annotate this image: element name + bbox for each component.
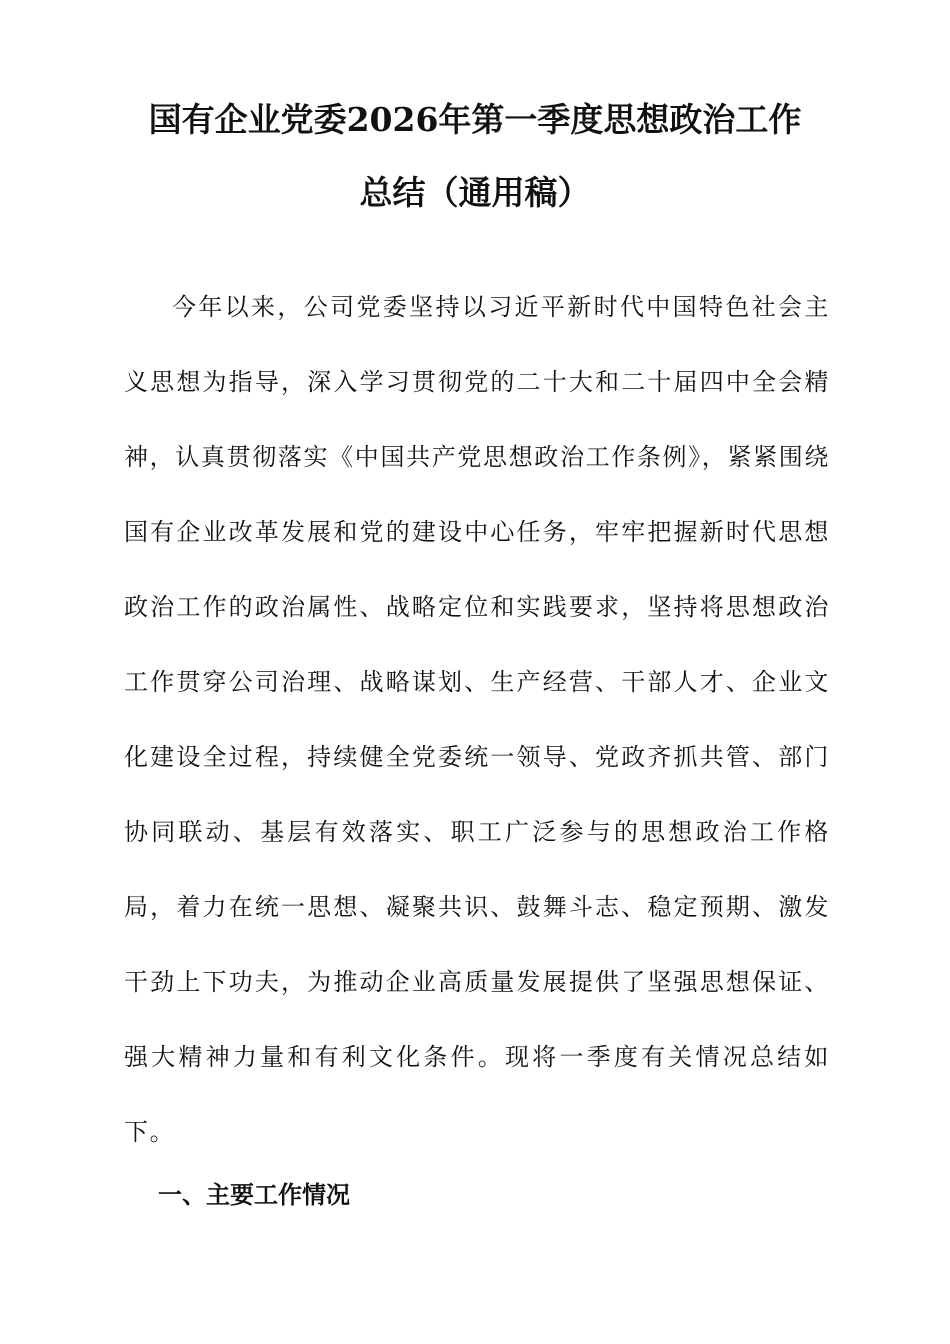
document-title-line-2: 总结（通用稿） [359, 173, 591, 212]
intro-paragraph: 今年以来，公司党委坚持以习近平新时代中国特色社会主义思想为指导，深入学习贯彻党的二十大和二十届四中全会精神，认真贯彻落实《中国共产党思想政治工作条例》，紧紧围绕国有企业改革发展和党的建设中心任务，牢牢把握新时代思想政治工作的政治属性、战略定位和实践要求，坚持将思想政治工作贯穿公司治理、战略谋划、生产经营、干部人才、企业文化建设全过程，持续健全党委统一领导、党政齐抓共管、部门协同联动、基层有效落实、职工广泛参与的思想政治工作格局，着力在统一思想、凝聚共识、鼓舞斗志、稳定预期、激发干劲上下功夫，为推动企业高质量发展提供了坚强思想保证、强大精神力量和有利文化条件。现将一季度有关情况总结如下。 [124, 293, 830, 1146]
document-title-line-1: 国有企业党委2026年第一季度思想政治工作 [148, 100, 802, 139]
section-heading-main-work: 一、主要工作情况 [158, 1181, 350, 1209]
